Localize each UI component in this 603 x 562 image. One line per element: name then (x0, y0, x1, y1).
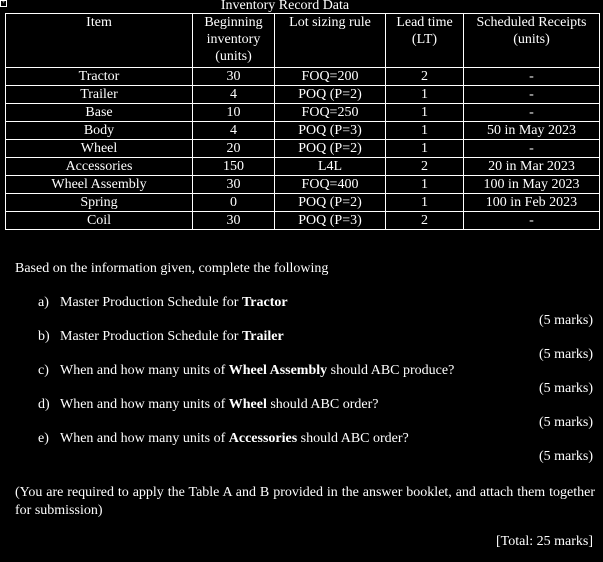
header-lead-time: Lead time (LT) (386, 14, 464, 68)
cell-lead-time: 1 (386, 122, 464, 140)
table-row (6, 158, 600, 176)
question-tail: should ABC order? (297, 431, 409, 446)
marks-d: (5 marks) (538, 415, 593, 430)
question-bold: Wheel Assembly (228, 363, 328, 378)
corner-marker-icon: + (1, 0, 6, 6)
cell-inventory: 20 (193, 140, 275, 158)
cell-receipts: 20 in Mar 2023 (464, 158, 600, 176)
cell-receipts: 100 in Feb 2023 (464, 194, 600, 212)
cell-inventory: 4 (193, 86, 275, 104)
cell-inventory: 150 (193, 158, 275, 176)
cell-receipts: 50 in May 2023 (464, 122, 600, 140)
cell-lead-time: 2 (386, 68, 464, 86)
cell-item: Body (6, 122, 193, 140)
instructions-intro: Based on the information given, complete the following (15, 261, 329, 276)
cell-inventory: 30 (193, 176, 275, 194)
cell-receipts: - (464, 68, 600, 86)
cell-inventory: 30 (193, 68, 275, 86)
question-bold: Wheel (228, 397, 267, 412)
question-b (38, 329, 284, 345)
cell-item: Wheel Assembly (6, 176, 193, 194)
cell-rule: POQ (P=2) (275, 140, 386, 158)
marks-e: (5 marks) (538, 449, 593, 464)
cell-lead-time: 1 (386, 104, 464, 122)
cell-inventory: 30 (193, 212, 275, 230)
cell-item: Trailer (6, 86, 193, 104)
table-header-row (6, 14, 600, 68)
cell-item: Wheel (6, 140, 193, 158)
marks-a: (5 marks) (538, 313, 593, 328)
table-row (6, 212, 600, 230)
cell-receipts: - (464, 212, 600, 230)
marks-b: (5 marks) (538, 347, 593, 362)
question-label: b) (38, 329, 50, 344)
question-label: e) (38, 431, 49, 446)
cell-rule: POQ (P=2) (275, 194, 386, 212)
cell-inventory: 10 (193, 104, 275, 122)
question-label: a) (38, 295, 49, 310)
cell-rule: L4L (275, 158, 386, 176)
table-row (6, 140, 600, 158)
question-c (38, 363, 454, 379)
table-row (6, 104, 600, 122)
cell-rule: POQ (P=3) (275, 122, 386, 140)
header-lot-sizing-rule: Lot sizing rule (275, 14, 386, 68)
question-label: d) (38, 397, 50, 412)
cell-lead-time: 1 (386, 176, 464, 194)
cell-lead-time: 2 (386, 212, 464, 230)
question-bold: Accessories (228, 431, 298, 446)
inventory-record-table (5, 13, 600, 230)
submission-note: (You are required to apply the Table A and B provided in the answer booklet, and attach them together for submission) (15, 485, 595, 518)
cell-item: Tractor (6, 68, 193, 86)
marks-c: (5 marks) (538, 381, 593, 396)
question-text: When and how many units of (60, 363, 229, 378)
header-beginning-inventory: Beginning inventory (units) (193, 14, 275, 68)
question-text: When and how many units of (60, 397, 229, 412)
table-row (6, 68, 600, 86)
table-row (6, 194, 600, 212)
header-item: Item (6, 14, 193, 68)
question-a (38, 295, 288, 311)
cell-lead-time: 1 (386, 194, 464, 212)
cell-item: Base (6, 104, 193, 122)
cell-rule: FOQ=200 (275, 68, 386, 86)
question-text: Master Production Schedule for (60, 329, 242, 344)
cell-inventory: 4 (193, 122, 275, 140)
table-row (6, 122, 600, 140)
question-text: When and how many units of (60, 431, 229, 446)
question-label: c) (38, 363, 49, 378)
cell-receipts: 100 in May 2023 (464, 176, 600, 194)
cell-item: Spring (6, 194, 193, 212)
cell-lead-time: 1 (386, 140, 464, 158)
cell-receipts: - (464, 86, 600, 104)
cell-lead-time: 2 (386, 158, 464, 176)
cell-inventory: 0 (193, 194, 275, 212)
question-d (38, 397, 378, 413)
question-text: Master Production Schedule for (60, 295, 242, 310)
cell-receipts: - (464, 104, 600, 122)
table-row (6, 176, 600, 194)
cell-item: Coil (6, 212, 193, 230)
question-tail: should ABC produce? (327, 363, 455, 378)
cell-rule: FOQ=250 (275, 104, 386, 122)
question-bold: Tractor (241, 295, 288, 310)
cell-lead-time: 1 (386, 86, 464, 104)
cell-rule: POQ (P=2) (275, 86, 386, 104)
question-bold: Trailer (241, 329, 284, 344)
cell-rule: POQ (P=3) (275, 212, 386, 230)
total-marks: [Total: 25 marks] (496, 534, 593, 549)
question-e (38, 431, 409, 447)
table-row (6, 86, 600, 104)
question-tail: should ABC order? (266, 397, 379, 412)
table-title: Inventory Record Data (220, 0, 350, 13)
cell-rule: FOQ=400 (275, 176, 386, 194)
cell-receipts: - (464, 140, 600, 158)
header-scheduled-receipts: Scheduled Receipts (units) (464, 14, 600, 68)
cell-item: Accessories (6, 158, 193, 176)
